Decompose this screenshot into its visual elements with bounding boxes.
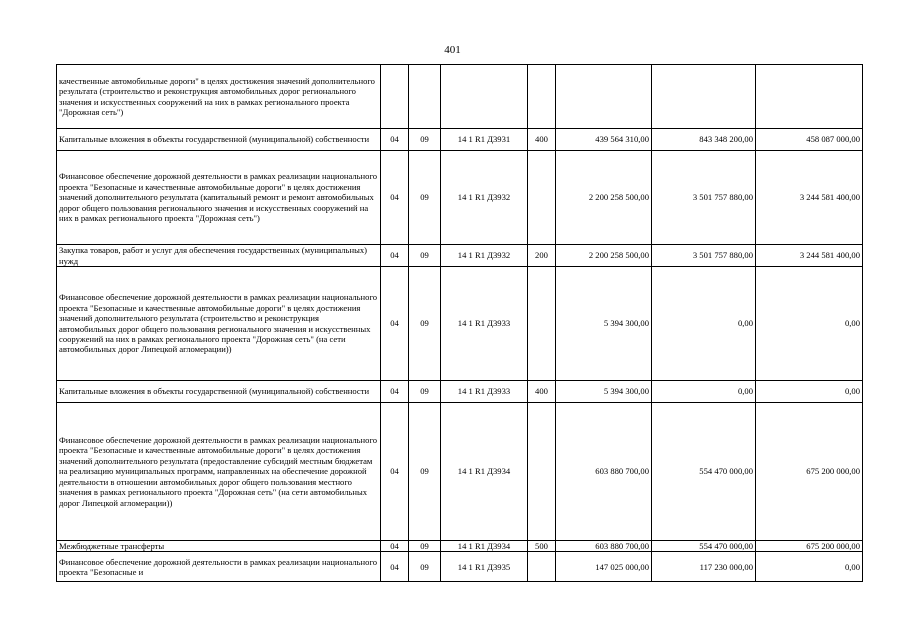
cell-amount-year3: 675 200 000,00 — [756, 403, 863, 541]
cell-name: Финансовое обеспечение дорожной деятельности в рамках реализации национального проекта "Безопасные и качественные автомобильные дороги" в целях достижения значений дополнительного результата (предоставление субсидий местным бюджетам на реализацию муниципальных программ, направленных на обеспечение дорожной деятельности в отношении автомобильных дорог общего пользования местного значения в рамках регионального проекта "Дорожная сеть" (на сети автомобильных дорог Липецкой агломерации)) — [57, 403, 381, 541]
cell-amount-year2: 3 501 757 880,00 — [652, 151, 756, 245]
cell-target-article: 14 1 R1 Д3933 — [441, 381, 528, 403]
cell-name: Межбюджетные трансферты — [57, 541, 381, 552]
cell-subsection: 09 — [409, 403, 441, 541]
page-number: 401 — [444, 44, 461, 56]
table-row — [57, 541, 863, 552]
cell-amount-year2: 0,00 — [652, 381, 756, 403]
cell-section: 04 — [381, 381, 409, 403]
cell-amount-year3: 3 244 581 400,00 — [756, 151, 863, 245]
cell-expense-type: 400 — [528, 129, 556, 151]
cell-amount-year2: 554 470 000,00 — [652, 541, 756, 552]
cell-section: 04 — [381, 403, 409, 541]
cell-amount-year1: 439 564 310,00 — [556, 129, 652, 151]
cell-amount-year3: 675 200 000,00 — [756, 541, 863, 552]
cell-name: Финансовое обеспечение дорожной деятельности в рамках реализации национального проекта "Безопасные и качественные автомобильные дороги" в целях достижения значений дополнительного результата (капитальный ремонт и ремонт автомобильных дорог общего пользования регионального значения и искусственных сооружений на них в рамках регионального проекта "Дорожная сеть") — [57, 151, 381, 245]
cell-expense-type — [528, 552, 556, 582]
cell-amount-year2: 554 470 000,00 — [652, 403, 756, 541]
cell-amount-year2: 3 501 757 880,00 — [652, 245, 756, 267]
cell-expense-type — [528, 267, 556, 381]
table-row — [57, 403, 863, 541]
cell-subsection: 09 — [409, 245, 441, 267]
cell-name: Финансовое обеспечение дорожной деятельности в рамках реализации национального проекта "Безопасные и качественные автомобильные дороги" в целях достижения значений дополнительного результата (строительство и реконструкция автомобильных дорог общего пользования регионального значения и искусственных сооружений на них в рамках регионального проекта "Дорожная сеть" (на сети автомобильных дорог Липецкой агломерации)) — [57, 267, 381, 381]
cell-amount-year3 — [756, 65, 863, 129]
cell-name: Финансовое обеспечение дорожной деятельности в рамках реализации национального проекта "Безопасные и — [57, 552, 381, 582]
table-row — [57, 65, 863, 129]
table-row — [57, 381, 863, 403]
cell-expense-type — [528, 65, 556, 129]
cell-subsection: 09 — [409, 129, 441, 151]
cell-amount-year1: 2 200 258 500,00 — [556, 151, 652, 245]
budget-table — [56, 64, 863, 582]
cell-amount-year1: 2 200 258 500,00 — [556, 245, 652, 267]
cell-amount-year2: 117 230 000,00 — [652, 552, 756, 582]
cell-subsection: 09 — [409, 541, 441, 552]
cell-subsection: 09 — [409, 381, 441, 403]
cell-subsection: 09 — [409, 151, 441, 245]
cell-amount-year2 — [652, 65, 756, 129]
cell-target-article: 14 1 R1 Д3933 — [441, 267, 528, 381]
cell-section: 04 — [381, 541, 409, 552]
cell-amount-year1: 147 025 000,00 — [556, 552, 652, 582]
cell-amount-year1: 603 880 700,00 — [556, 403, 652, 541]
cell-amount-year2: 843 348 200,00 — [652, 129, 756, 151]
cell-name: Капитальные вложения в объекты государственной (муниципальной) собственности — [57, 129, 381, 151]
table-row — [57, 151, 863, 245]
table-row — [57, 245, 863, 267]
cell-subsection — [409, 65, 441, 129]
cell-expense-type — [528, 151, 556, 245]
cell-target-article: 14 1 R1 Д3934 — [441, 403, 528, 541]
cell-amount-year3: 458 087 000,00 — [756, 129, 863, 151]
cell-section: 04 — [381, 267, 409, 381]
cell-amount-year3: 0,00 — [756, 381, 863, 403]
cell-amount-year3: 0,00 — [756, 267, 863, 381]
cell-name: Капитальные вложения в объекты государственной (муниципальной) собственности — [57, 381, 381, 403]
cell-subsection: 09 — [409, 267, 441, 381]
cell-expense-type: 400 — [528, 381, 556, 403]
table-row — [57, 129, 863, 151]
cell-section — [381, 65, 409, 129]
cell-amount-year1: 5 394 300,00 — [556, 267, 652, 381]
cell-section: 04 — [381, 245, 409, 267]
cell-amount-year1 — [556, 65, 652, 129]
cell-target-article: 14 1 R1 Д3932 — [441, 151, 528, 245]
cell-subsection: 09 — [409, 552, 441, 582]
cell-amount-year3: 3 244 581 400,00 — [756, 245, 863, 267]
cell-amount-year1: 5 394 300,00 — [556, 381, 652, 403]
table-body — [57, 65, 863, 582]
cell-target-article: 14 1 R1 Д3932 — [441, 245, 528, 267]
cell-amount-year3: 0,00 — [756, 552, 863, 582]
cell-target-article — [441, 65, 528, 129]
cell-name: качественные автомобильные дороги" в целях достижения значений дополнительного результата (строительство и реконструкция автомобильных дорог регионального значения и искусственных сооружений на них в рамках регионального проекта "Дорожная сеть") — [57, 65, 381, 129]
table-row — [57, 267, 863, 381]
cell-section: 04 — [381, 129, 409, 151]
cell-target-article: 14 1 R1 Д3935 — [441, 552, 528, 582]
cell-amount-year2: 0,00 — [652, 267, 756, 381]
cell-amount-year1: 603 880 700,00 — [556, 541, 652, 552]
cell-target-article: 14 1 R1 Д3931 — [441, 129, 528, 151]
table-row — [57, 552, 863, 582]
cell-section: 04 — [381, 552, 409, 582]
cell-expense-type — [528, 403, 556, 541]
cell-expense-type: 200 — [528, 245, 556, 267]
cell-section: 04 — [381, 151, 409, 245]
cell-expense-type: 500 — [528, 541, 556, 552]
cell-name: Закупка товаров, работ и услуг для обеспечения государственных (муниципальных) нужд — [57, 245, 381, 267]
cell-target-article: 14 1 R1 Д3934 — [441, 541, 528, 552]
